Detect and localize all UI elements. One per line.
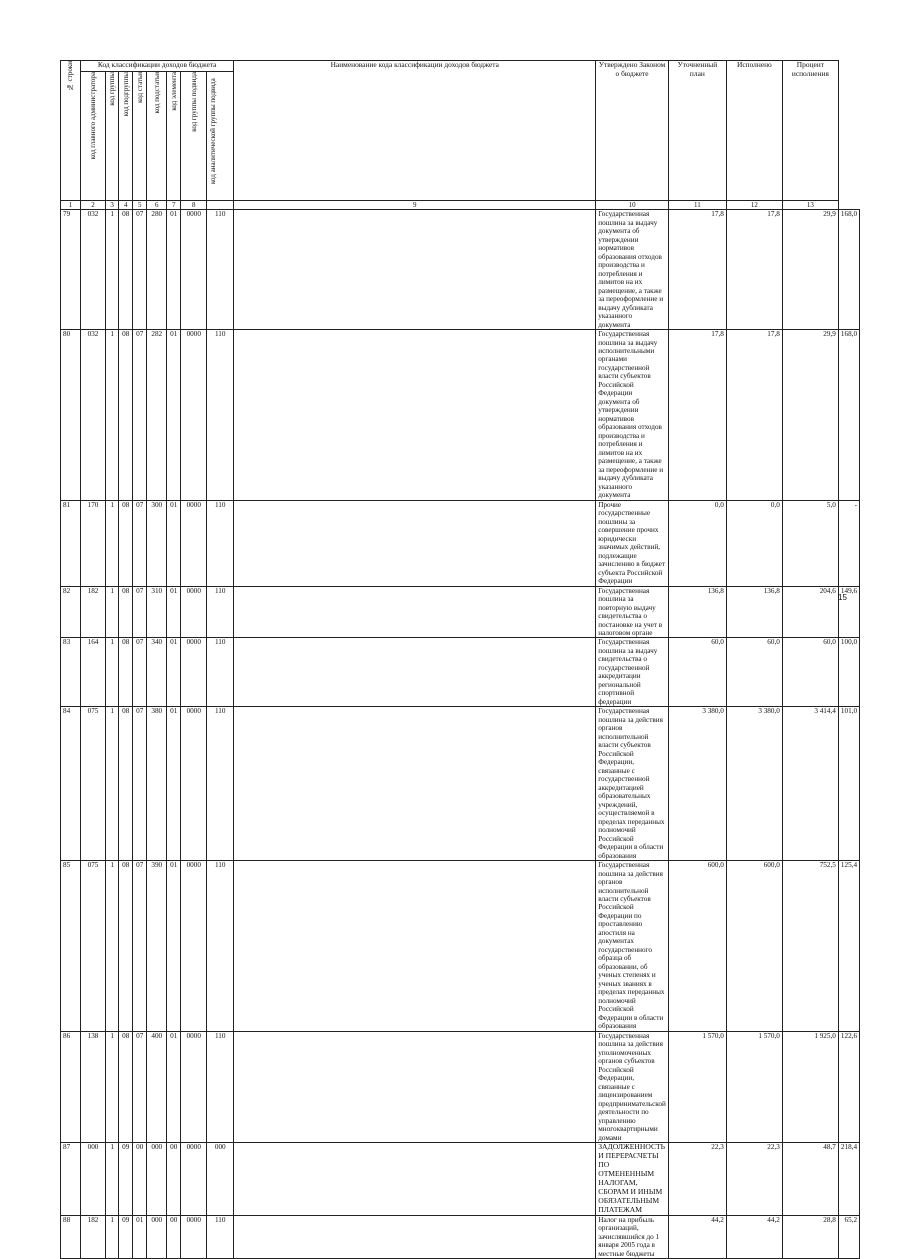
approved-cell: 17,8: [668, 330, 726, 501]
col-number: 12: [726, 201, 782, 210]
col-number: 8: [181, 201, 207, 210]
budget-revenue-table: [60, 60, 860, 1259]
code-cell: 07: [133, 586, 147, 638]
code-cell: 0000: [181, 210, 207, 330]
name-cell: Налог на прибыль организаций, зачислявшийся до 1 января 2005 года в местные бюджеты: [596, 1215, 669, 1258]
name-cell: Государственная пошлина за действия органов исполнительной власти субъектов Российской Федерации, связанные с государственной аккредитацией образовательных учреждений, осуществляемой в пределах переданных полномочий Российской Федерации в области образования: [596, 707, 669, 861]
code-cell: 110: [207, 500, 234, 586]
col-number: 1: [61, 201, 81, 210]
code-cell: 110: [207, 1031, 234, 1142]
col-number: 11: [668, 201, 726, 210]
code-cell: 01: [167, 500, 181, 586]
header-budget-code-group: Код классификации доходов бюджета: [81, 61, 234, 72]
row-number-cell: 81: [61, 500, 81, 586]
code-cell: 1: [106, 586, 119, 638]
percent-cell: 122,6: [838, 1031, 859, 1142]
executed-cell: 48,7: [782, 1143, 838, 1216]
code-cell: 310: [147, 586, 167, 638]
approved-cell: 44,2: [668, 1215, 726, 1258]
code-cell: 182: [81, 586, 106, 638]
code-cell: 110: [207, 330, 234, 501]
col-number: [207, 201, 234, 210]
col-number: 10: [596, 201, 669, 210]
row-number-cell: 79: [61, 210, 81, 330]
row-number-cell: 80: [61, 330, 81, 501]
code-cell: 08: [119, 707, 133, 861]
code-cell: 300: [147, 500, 167, 586]
code-cell: 01: [167, 330, 181, 501]
executed-cell: 5,0: [782, 500, 838, 586]
code-cell: 01: [133, 1215, 147, 1258]
percent-cell: -: [838, 500, 859, 586]
approved-cell: 17,8: [668, 210, 726, 330]
spacer-cell: [234, 586, 596, 638]
table-row: [61, 638, 860, 707]
code-cell: 1: [106, 638, 119, 707]
code-cell: 00: [167, 1215, 181, 1258]
column-number-row: [61, 201, 860, 210]
code-cell: 07: [133, 500, 147, 586]
code-cell: 110: [207, 1215, 234, 1258]
table-row: [61, 1143, 860, 1216]
code-cell: 08: [119, 638, 133, 707]
table-row: [61, 500, 860, 586]
row-number-cell: 83: [61, 638, 81, 707]
code-cell: 282: [147, 330, 167, 501]
code-cell: 0000: [181, 500, 207, 586]
code-cell: 01: [167, 1031, 181, 1142]
header-code-admin: код главного администратора: [81, 72, 106, 201]
col-number: 2: [81, 201, 106, 210]
code-cell: 08: [119, 210, 133, 330]
code-cell: 000: [81, 1143, 106, 1216]
plan-cell: 3 380,0: [726, 707, 782, 861]
code-cell: 000: [147, 1143, 167, 1216]
code-cell: 075: [81, 707, 106, 861]
col-number: 5: [133, 201, 147, 210]
header-approved: Утверждено Законом о бюджете: [596, 61, 669, 201]
code-cell: 1: [106, 1031, 119, 1142]
header-executed: Исполнено: [726, 61, 782, 201]
spacer-cell: [234, 1031, 596, 1142]
code-cell: 340: [147, 638, 167, 707]
header-code-element: код элемента: [167, 72, 181, 201]
code-cell: 01: [167, 210, 181, 330]
code-cell: 07: [133, 210, 147, 330]
header-percent: Процент исполнения: [782, 61, 838, 201]
row-number-cell: 85: [61, 861, 81, 1032]
percent-cell: 101,0: [838, 707, 859, 861]
code-cell: 01: [167, 861, 181, 1032]
code-cell: 08: [119, 1031, 133, 1142]
executed-cell: 1 925,0: [782, 1031, 838, 1142]
name-cell: Государственная пошлина за действия органов исполнительной власти субъектов Российской Федерации по проставлению апостиля на документах государственного образца об образовании, об ученых степенях и ученых званиях в пределах переданных полномочий Российской Федерации в области образования: [596, 861, 669, 1032]
plan-cell: 60,0: [726, 638, 782, 707]
code-cell: 400: [147, 1031, 167, 1142]
approved-cell: 0,0: [668, 500, 726, 586]
code-cell: 0000: [181, 638, 207, 707]
code-cell: 0000: [181, 330, 207, 501]
approved-cell: 3 380,0: [668, 707, 726, 861]
plan-cell: 22,3: [726, 1143, 782, 1216]
code-cell: 164: [81, 638, 106, 707]
name-cell: Прочие государственные пошлины за совершение прочих юридически значимых действий, подлежащие зачислению в бюджет субъекта Российской Федерации: [596, 500, 669, 586]
code-cell: 0000: [181, 707, 207, 861]
name-cell: Государственная пошлина за выдачу документа об утверждении нормативов образования отходов производства и потребления и лимитов на их размещение, а также за переоформление и выдачу дубликата указанного документа: [596, 210, 669, 330]
row-number-cell: 88: [61, 1215, 81, 1258]
col-number: 7: [167, 201, 181, 210]
executed-cell: 752,5: [782, 861, 838, 1032]
approved-cell: 60,0: [668, 638, 726, 707]
executed-cell: 29,9: [782, 330, 838, 501]
code-cell: 07: [133, 638, 147, 707]
code-cell: 09: [119, 1215, 133, 1258]
table-row: [61, 1215, 860, 1258]
percent-cell: 100,0: [838, 638, 859, 707]
col-number: 13: [782, 201, 838, 210]
page-number: 15: [838, 593, 847, 602]
name-cell: Государственная пошлина за повторную выдачу свидетельства о постановке на учет в налоговом органе: [596, 586, 669, 638]
header-code-group: код группы: [106, 72, 119, 201]
header-code-subarticle: код подстатьи: [147, 72, 167, 201]
header-code-article: код статьи: [133, 72, 147, 201]
spacer-cell: [234, 638, 596, 707]
executed-cell: 204,6: [782, 586, 838, 638]
code-cell: 08: [119, 330, 133, 501]
name-cell: Государственная пошлина за действия уполномоченных органов субъектов Российской Федерации, связанные с лицензированием предпринимательской деятельности по управлению многоквартирными домами: [596, 1031, 669, 1142]
header-code-subgroup: код подгруппы: [119, 72, 133, 201]
code-cell: 00: [167, 1143, 181, 1216]
code-cell: 000: [207, 1143, 234, 1216]
col-number: 3: [106, 201, 119, 210]
code-cell: 1: [106, 1143, 119, 1216]
row-number-cell: 84: [61, 707, 81, 861]
code-cell: 380: [147, 707, 167, 861]
percent-cell: 168,0: [838, 210, 859, 330]
executed-cell: 3 414,4: [782, 707, 838, 861]
code-cell: 0000: [181, 1031, 207, 1142]
spacer-cell: [234, 1143, 596, 1216]
code-cell: 138: [81, 1031, 106, 1142]
code-cell: 075: [81, 861, 106, 1032]
percent-cell: 218,4: [838, 1143, 859, 1216]
code-cell: 07: [133, 707, 147, 861]
approved-cell: 600,0: [668, 861, 726, 1032]
code-cell: 0000: [181, 1143, 207, 1216]
row-number-cell: 82: [61, 586, 81, 638]
header-name: Наименование кода классификации доходов бюджета: [234, 61, 596, 201]
table-row: [61, 586, 860, 638]
percent-cell: 168,0: [838, 330, 859, 501]
percent-cell: 125,4: [838, 861, 859, 1032]
spacer-cell: [234, 861, 596, 1032]
header-row-no: № строки: [61, 61, 81, 201]
code-cell: 032: [81, 210, 106, 330]
code-cell: 01: [167, 638, 181, 707]
percent-cell: 65,2: [838, 1215, 859, 1258]
name-cell: ЗАДОЛЖЕННОСТЬ И ПЕРЕРАСЧЕТЫ ПО ОТМЕНЕННЫМ НАЛОГАМ, СБОРАМ И ИНЫМ ОБЯЗАТЕЛЬНЫМ ПЛАТЕЖАМ: [596, 1143, 669, 1216]
name-cell: Государственная пошлина за выдачу свидетельства о государственной аккредитации региональной спортивной федерации: [596, 638, 669, 707]
row-number-cell: 87: [61, 1143, 81, 1216]
code-cell: 0000: [181, 586, 207, 638]
code-cell: 09: [119, 1143, 133, 1216]
code-cell: 1: [106, 330, 119, 501]
header-code-analytic: код аналитической группы подвида: [207, 72, 234, 201]
row-number-cell: 86: [61, 1031, 81, 1142]
table-row: [61, 1031, 860, 1142]
plan-cell: 600,0: [726, 861, 782, 1032]
spacer-cell: [234, 210, 596, 330]
code-cell: 07: [133, 330, 147, 501]
code-cell: 0000: [181, 861, 207, 1032]
table-body: [61, 210, 860, 1259]
code-cell: 110: [207, 707, 234, 861]
approved-cell: 1 570,0: [668, 1031, 726, 1142]
code-cell: 1: [106, 1215, 119, 1258]
code-cell: 1: [106, 861, 119, 1032]
executed-cell: 60,0: [782, 638, 838, 707]
code-cell: 07: [133, 1031, 147, 1142]
plan-cell: 44,2: [726, 1215, 782, 1258]
plan-cell: 0,0: [726, 500, 782, 586]
table-row: [61, 210, 860, 330]
header-code-subtype-group: код группы подвида: [181, 72, 207, 201]
spacer-cell: [234, 500, 596, 586]
code-cell: 01: [167, 586, 181, 638]
code-cell: 110: [207, 638, 234, 707]
col-number: 6: [147, 201, 167, 210]
code-cell: 170: [81, 500, 106, 586]
code-cell: 110: [207, 210, 234, 330]
code-cell: 1: [106, 500, 119, 586]
percent-cell: 149,6: [838, 586, 859, 638]
code-cell: 280: [147, 210, 167, 330]
code-cell: 000: [147, 1215, 167, 1258]
code-cell: 1: [106, 707, 119, 861]
approved-cell: 22,3: [668, 1143, 726, 1216]
executed-cell: 28,8: [782, 1215, 838, 1258]
table-row: [61, 707, 860, 861]
code-cell: 110: [207, 861, 234, 1032]
spacer-cell: [234, 330, 596, 501]
code-cell: 08: [119, 586, 133, 638]
col-number: 9: [234, 201, 596, 210]
executed-cell: 29,9: [782, 210, 838, 330]
header-clarified: Уточненный план: [668, 61, 726, 201]
code-cell: 182: [81, 1215, 106, 1258]
code-cell: 0000: [181, 1215, 207, 1258]
code-cell: 01: [167, 707, 181, 861]
plan-cell: 17,8: [726, 210, 782, 330]
code-cell: 08: [119, 861, 133, 1032]
table-row: [61, 861, 860, 1032]
plan-cell: 17,8: [726, 330, 782, 501]
code-cell: 1: [106, 210, 119, 330]
code-cell: 032: [81, 330, 106, 501]
plan-cell: 1 570,0: [726, 1031, 782, 1142]
col-number: 4: [119, 201, 133, 210]
code-cell: 110: [207, 586, 234, 638]
spacer-cell: [234, 707, 596, 861]
code-cell: 00: [133, 1143, 147, 1216]
plan-cell: 136,8: [726, 586, 782, 638]
approved-cell: 136,8: [668, 586, 726, 638]
code-cell: 08: [119, 500, 133, 586]
code-cell: 390: [147, 861, 167, 1032]
spacer-cell: [234, 1215, 596, 1258]
code-cell: 07: [133, 861, 147, 1032]
name-cell: Государственная пошлина за выдачу исполнительными органами государственной власти субъектов Российской Федерации документа об утверждении нормативов образования отходов производства и потребления и лимитов на их размещение, а также за переоформление и выдачу дубликата указанного документа: [596, 330, 669, 501]
table-row: [61, 330, 860, 501]
